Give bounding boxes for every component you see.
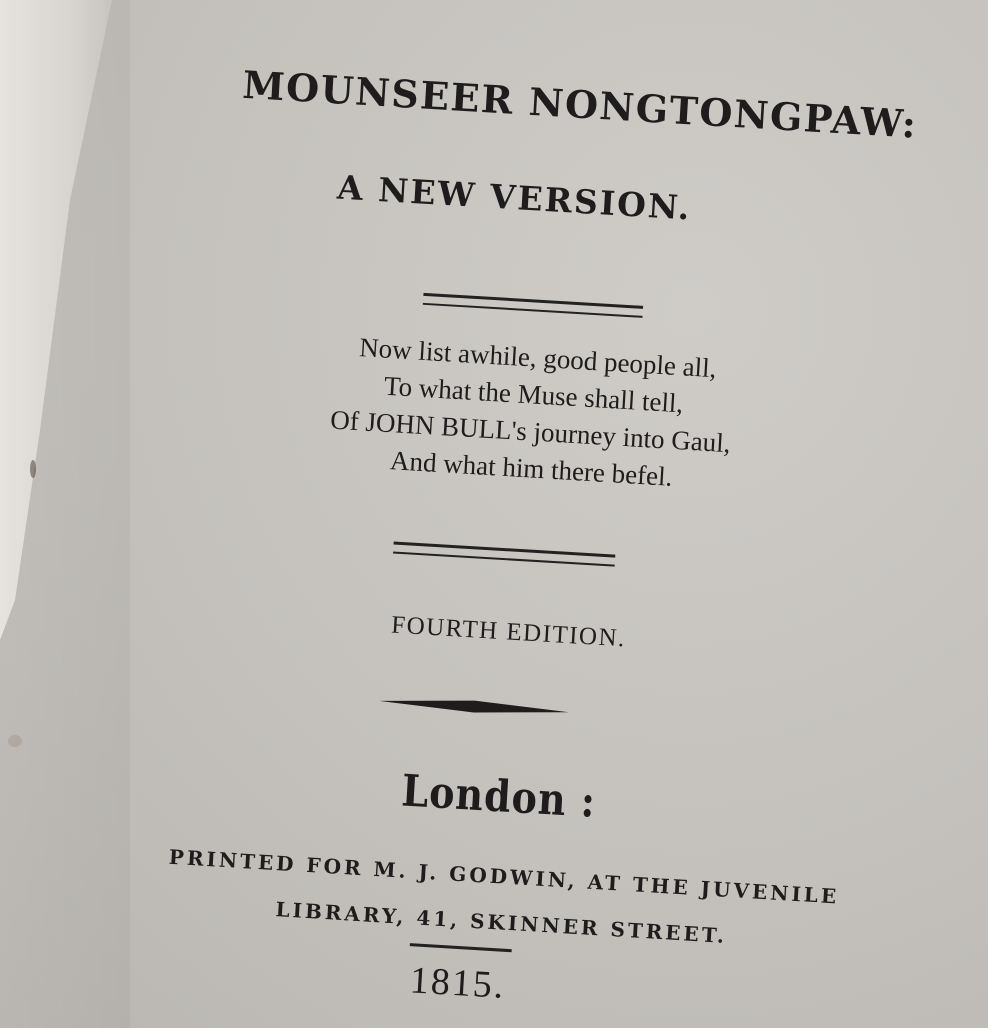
foxing-spot xyxy=(30,460,36,478)
imprint-line: LIBRARY, 41, SKINNER STREET. xyxy=(274,897,728,948)
epigraph-verse xyxy=(218,321,846,506)
imprint-place: London : xyxy=(400,764,598,828)
book-title: MOUNSEER NONGTONGPAW: xyxy=(241,61,919,147)
verse-line: Now list awhile, good people all, xyxy=(358,332,718,384)
double-rule-top xyxy=(423,293,643,318)
verse-line: And what him there befel. xyxy=(389,445,674,492)
double-rule-bottom xyxy=(393,542,615,567)
verse-line: To what the Muse shall tell, xyxy=(383,370,685,419)
publication-year: 1815. xyxy=(408,959,507,1007)
book-subtitle: A NEW VERSION. xyxy=(336,167,693,228)
foxing-spot xyxy=(8,735,22,747)
verse-line: Of JOHN BULL's journey into Gaul, xyxy=(329,404,732,459)
edition-statement: FOURTH EDITION. xyxy=(390,611,627,653)
diamond-rule-ornament xyxy=(379,691,570,722)
title-page xyxy=(6,11,988,1028)
imprint-line: PRINTED FOR M. J. GODWIN, AT THE JUVENILE xyxy=(168,844,840,909)
